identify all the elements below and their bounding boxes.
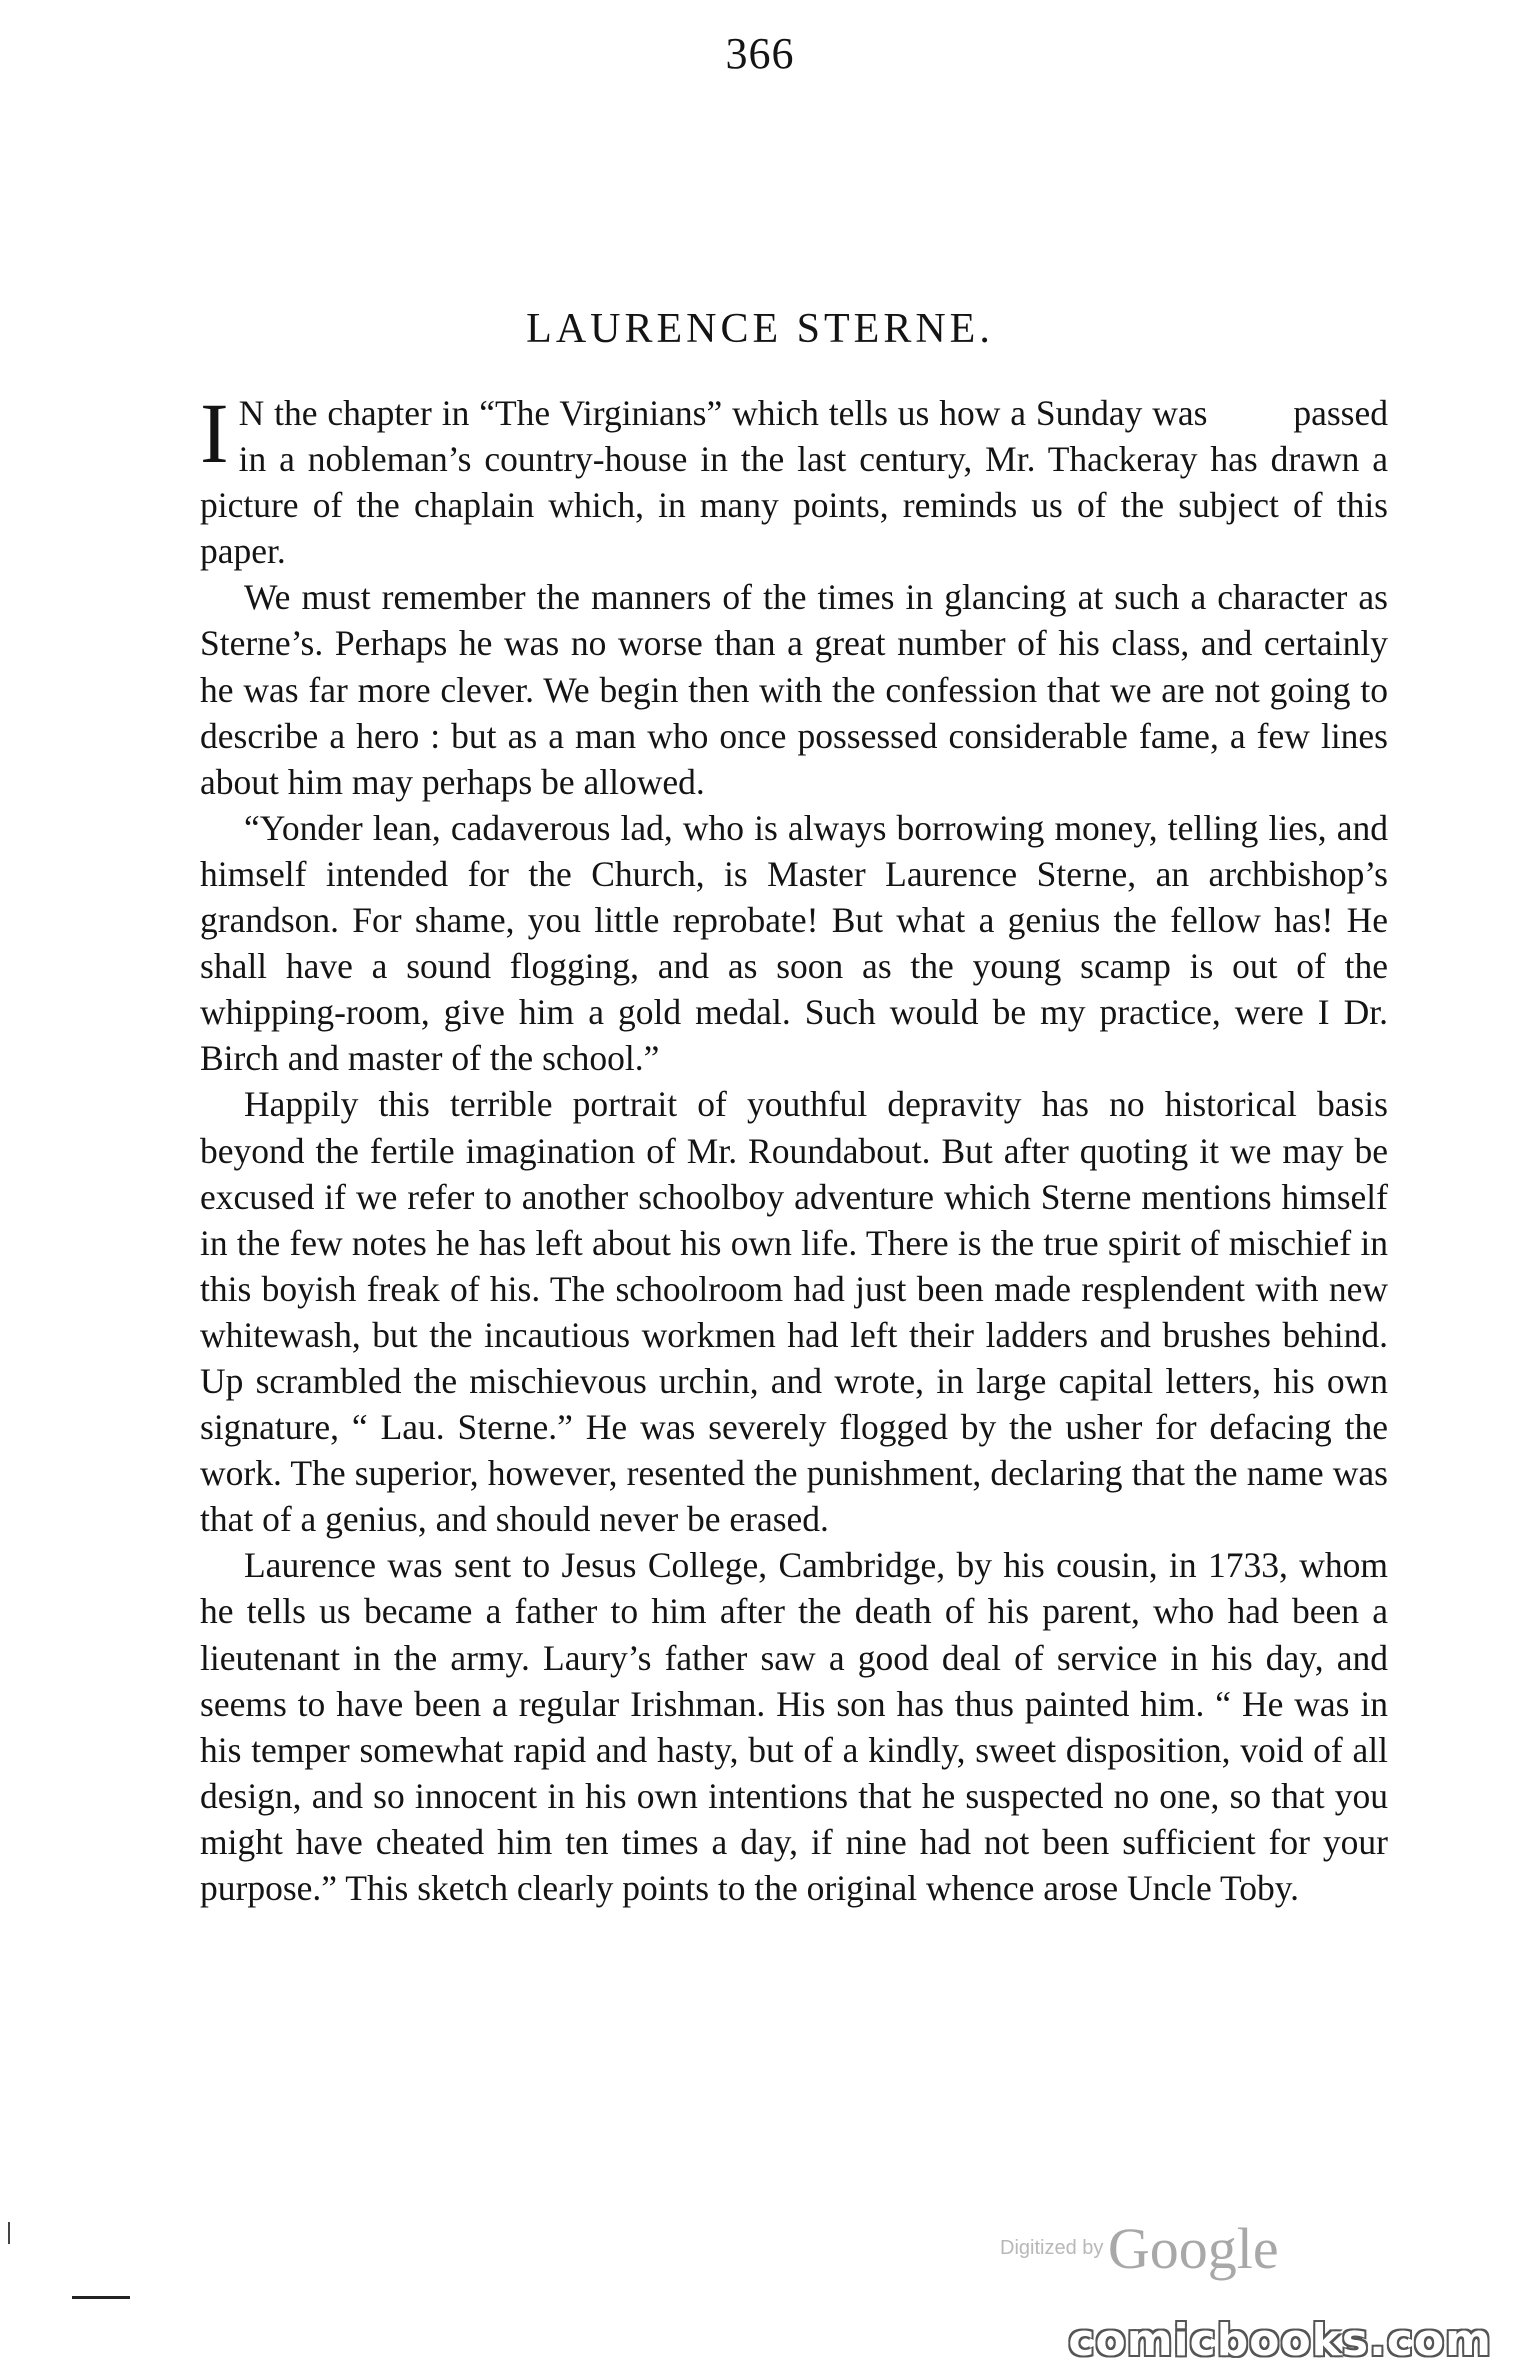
margin-dash — [72, 2296, 130, 2299]
paragraph-2: We must remember the manners of the times in glancing at such a character as Sterne’s. Perhaps he was no worse than a great number of his class, and certainly he was far more clever. We begin then with the confession that we are not going to describe a hero : but as a man who once possessed considerable fame, a few lines about him may perhaps be allowed. — [200, 577, 1388, 802]
paragraph-1-line-1: N the chapter in “The Virginians” which tells us how a Sunday was — [238, 393, 1208, 433]
google-logo-text: Google — [1107, 2216, 1279, 2281]
paragraph-3: “Yonder lean, cadaverous lad, who is always borrowing money, telling lies, and himself intended for the Church, is Master Laurence Sterne, an archbishop’s grandson. For shame, you little reprobate! But what a genius the fellow has! He shall have a sound flogging, and as soon as the young scamp is out of the whipping-room, give him a gold medal. Such would be my practice, were I Dr. Birch and master of the school.” — [200, 807, 1388, 1079]
site-watermark: comicbooks.com — [1068, 2315, 1492, 2366]
article-body — [200, 385, 1388, 1911]
drop-cap: I — [200, 385, 229, 481]
paragraph-1-rest: passed in a nobleman’s country-house in the last century, Mr. Thackeray has drawn a picture of the chaplain which, in many points, reminds us of the subject of this paper. — [200, 393, 1388, 572]
page-number: 366 — [725, 29, 795, 78]
paragraph-4: Happily this terrible portrait of youthful depravity has no historical basis beyond the fertile imagination of Mr. Roundabout. But after quoting it we may be excused if we refer to another schoolboy adventure which Sterne mentions himself in the few notes he has left about his own life. There is the true spirit of mischief in this boyish freak of his. The schoolroom had just been made resplendent with new whitewash, but the incautious workmen had left their ladders and brushes behind. Up scrambled the mischievous urchin, and wrote, in large capital letters, his own signature, “ Lau. Sterne.” He was severely flogged by the usher for defacing the work. The superior, however, resented the punishment, declaring that the name was that of a genius, and should never be erased. — [200, 1084, 1388, 1540]
paragraph-5: Laurence was sent to Jesus College, Cambridge, by his cousin, in 1733, whom he tells us became a father to him after the death of his parent, who had been a lieutenant in the army. Laury’s father saw a good deal of service in his day, and seems to have been a regular Irishman. His son has thus painted him. “ He was in his temper somewhat rapid and hasty, but of a kindly, sweet disposition, void of all design, and so innocent in his own intentions that he suspected no one, so that you might have cheated him ten times a day, if nine had not been sufficient for your purpose.” This sketch clearly points to the original whence arose Uncle Toby. — [200, 1545, 1388, 1908]
google-digitized-watermark — [1000, 2215, 1279, 2282]
article-title: LAURENCE STERNE. — [526, 306, 994, 352]
paragraph-1 — [200, 385, 1388, 574]
margin-mark — [8, 2222, 10, 2244]
digitized-by-text: Digitized by — [1000, 2237, 1104, 2259]
